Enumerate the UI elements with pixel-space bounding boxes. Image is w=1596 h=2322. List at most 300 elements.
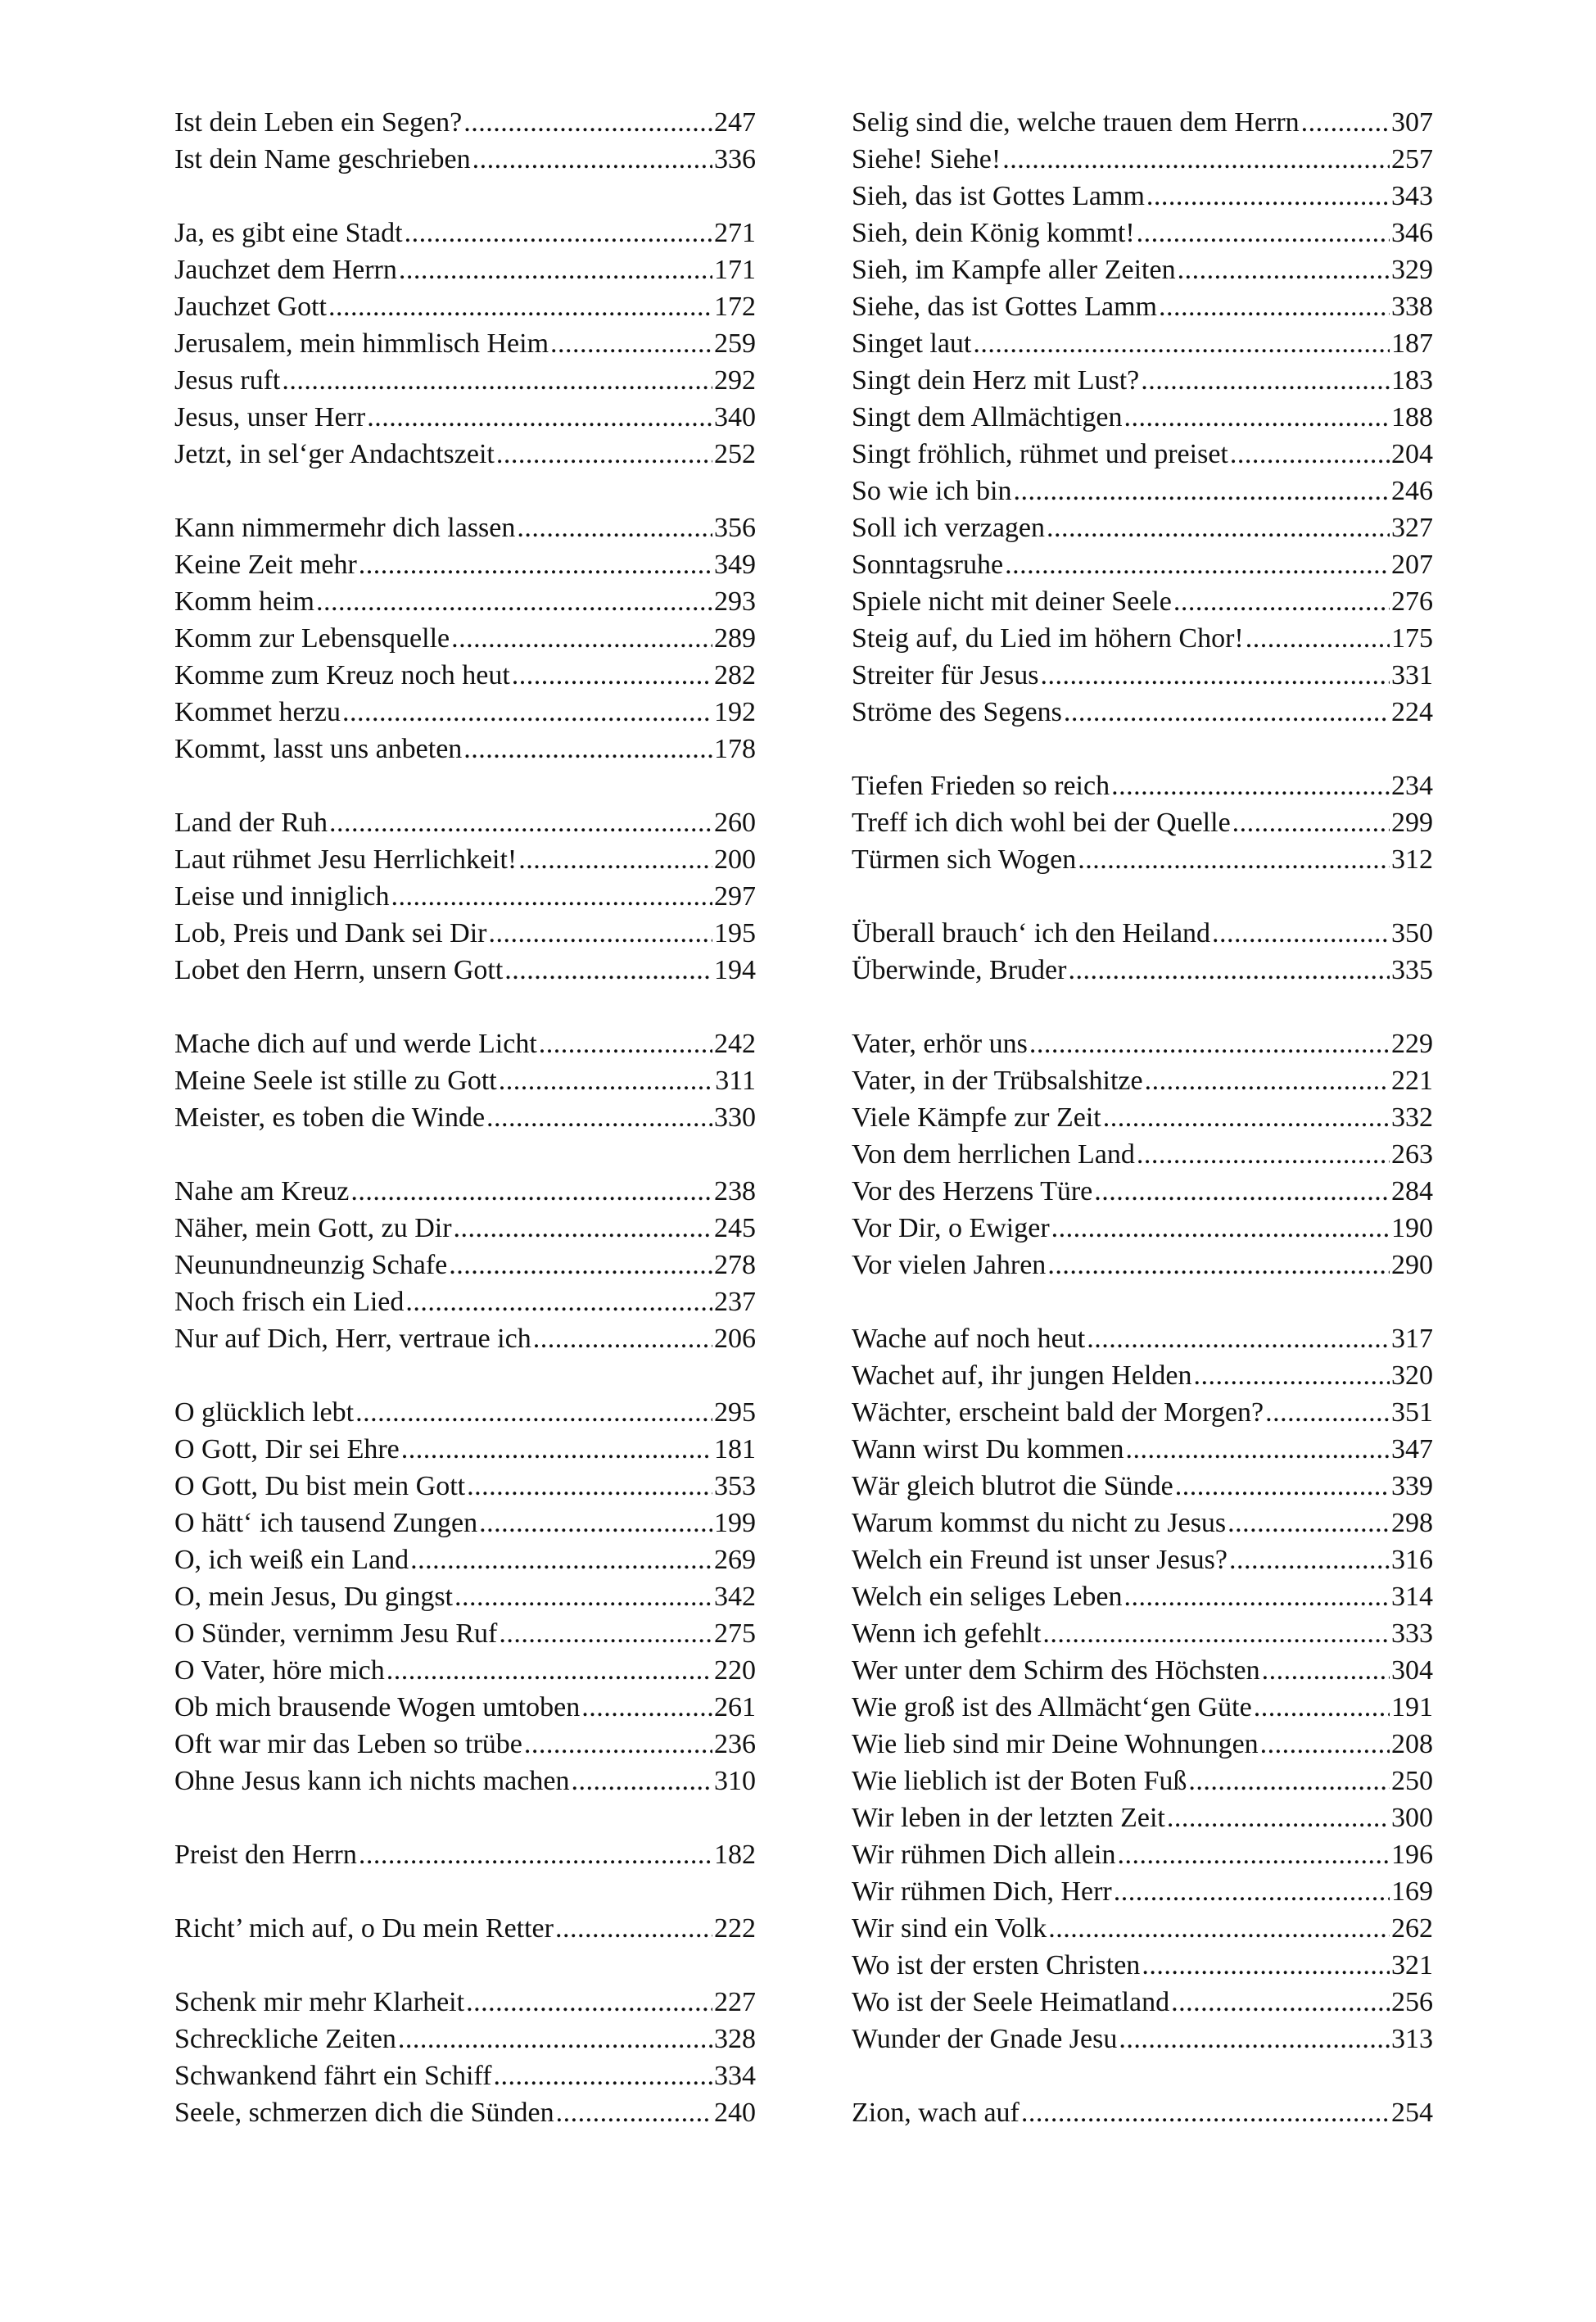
dot-leader: [359, 546, 712, 583]
song-title: Wir sind ein Volk: [852, 1913, 1047, 1944]
index-entry: [852, 1394, 1433, 1431]
index-entry: [174, 1062, 756, 1099]
page-number: 304: [1391, 1655, 1433, 1686]
letter-group: [174, 1394, 756, 1799]
page-number: 246: [1391, 476, 1433, 506]
page-number: 298: [1391, 1508, 1433, 1538]
page-number: 206: [714, 1324, 756, 1354]
dot-leader: [1146, 178, 1390, 215]
dot-leader: [405, 215, 712, 251]
index-entry: [174, 1615, 756, 1652]
song-title: Jesus ruft: [174, 365, 281, 396]
song-title: Ja, es gibt eine Stadt: [174, 218, 403, 248]
dot-leader: [399, 251, 712, 288]
dot-leader: [1246, 620, 1390, 657]
page-number: 234: [1391, 771, 1433, 801]
song-title: Mache dich auf und werde Licht: [174, 1029, 537, 1059]
page-number: 169: [1391, 1876, 1433, 1907]
index-entry: [852, 399, 1433, 436]
song-title: Jerusalem, mein himmlisch Heim: [174, 328, 549, 359]
page-number: 247: [714, 107, 756, 138]
index-entry: [852, 583, 1433, 620]
page-number: 245: [714, 1213, 756, 1243]
index-entry: [174, 399, 756, 436]
dot-leader: [466, 1984, 712, 2021]
page-number: 204: [1391, 439, 1433, 469]
dot-leader: [1137, 215, 1390, 251]
dot-leader: [1212, 915, 1390, 952]
page-number: 260: [714, 808, 756, 838]
index-entry: [174, 2021, 756, 2057]
page-number: 333: [1391, 1618, 1433, 1649]
index-entry: [174, 1283, 756, 1320]
index-entry: [852, 436, 1433, 473]
dot-leader: [451, 620, 712, 657]
song-title: Sonntagsruhe: [852, 550, 1004, 580]
index-entry: [174, 1652, 756, 1689]
song-title: Wie groß ist des Allmächt‘gen Güte: [852, 1692, 1252, 1722]
index-entry: [174, 1468, 756, 1505]
page-number: 340: [714, 402, 756, 432]
index-entry: [174, 841, 756, 878]
song-title: O, mein Jesus, Du gingst: [174, 1582, 453, 1612]
index-entry: [852, 620, 1433, 657]
page-number: 284: [1391, 1176, 1433, 1206]
index-entry: [852, 657, 1433, 694]
song-title: Treff ich dich wohl bei der Quelle: [852, 808, 1231, 838]
letter-group: [174, 1910, 756, 1947]
dot-leader: [493, 2057, 712, 2094]
dot-leader: [316, 583, 712, 620]
song-title: Viele Kämpfe zur Zeit: [852, 1102, 1101, 1133]
page-number: 183: [1391, 365, 1433, 396]
page-number: 192: [714, 697, 756, 727]
dot-leader: [1145, 1062, 1390, 1099]
page-number: 256: [1391, 1987, 1433, 2017]
dot-leader: [1229, 1541, 1390, 1578]
index-entry: [174, 288, 756, 325]
index-entry: [174, 1726, 756, 1763]
dot-leader: [1262, 1652, 1390, 1689]
index-entry: [852, 2021, 1433, 2057]
dot-leader: [359, 1836, 712, 1873]
index-entry: [852, 215, 1433, 251]
song-title: Nur auf Dich, Herr, vertraue ich: [174, 1324, 531, 1354]
song-title: Streiter für Jesus: [852, 660, 1039, 690]
song-title: Nahe am Kreuz: [174, 1176, 350, 1206]
song-title: So wie ich bin: [852, 476, 1012, 506]
song-title: Oft war mir das Leben so trübe: [174, 1729, 522, 1759]
song-title: Näher, mein Gott, zu Dir: [174, 1213, 452, 1243]
dot-leader: [1232, 804, 1390, 841]
page-number: 276: [1391, 586, 1433, 617]
dot-leader: [398, 2021, 712, 2057]
page-number: 224: [1391, 697, 1433, 727]
letter-group: [174, 1984, 756, 2131]
page-number: 250: [1391, 1766, 1433, 1796]
index-entry: [174, 1984, 756, 2021]
index-entry: [852, 841, 1433, 878]
dot-leader: [973, 325, 1390, 362]
dot-leader: [1064, 694, 1390, 731]
index-entry: [852, 1099, 1433, 1136]
song-title: Vater, in der Trübsalshitze: [852, 1066, 1143, 1096]
song-title: Ob mich brausende Wogen umtoben: [174, 1692, 581, 1722]
page-number: 262: [1391, 1913, 1433, 1944]
dot-leader: [1126, 1431, 1390, 1468]
dot-leader: [1173, 583, 1390, 620]
song-title: Jauchzet dem Herrn: [174, 255, 397, 285]
page-number: 332: [1391, 1102, 1433, 1133]
dot-leader: [1171, 1984, 1390, 2021]
song-title: Soll ich verzagen: [852, 513, 1046, 543]
song-title: Wo ist der ersten Christen: [852, 1950, 1141, 1980]
index-entry: [852, 1763, 1433, 1799]
dot-leader: [449, 1247, 712, 1283]
song-title: O Gott, Du bist mein Gott: [174, 1471, 466, 1501]
letter-group: [852, 2094, 1433, 2131]
song-title: Wächter, erscheint bald der Morgen?: [852, 1397, 1264, 1428]
letter-group: [852, 915, 1433, 989]
dot-leader: [1103, 1099, 1390, 1136]
song-title: Singet laut: [852, 328, 972, 359]
song-title: Lob, Preis und Dank sei Dir: [174, 918, 487, 948]
dot-leader: [1087, 1320, 1390, 1357]
page-number: 263: [1391, 1139, 1433, 1170]
song-title: Wo ist der Seele Heimatland: [852, 1987, 1170, 2017]
letter-group: [852, 767, 1433, 878]
page-number: 208: [1391, 1729, 1433, 1759]
index-entry: [852, 178, 1433, 215]
page-number: 299: [1391, 808, 1433, 838]
index-entry: [852, 509, 1433, 546]
page-number: 312: [1391, 844, 1433, 875]
page-number: 181: [714, 1434, 756, 1464]
song-title: Wir leben in der letzten Zeit: [852, 1803, 1165, 1833]
song-title: Laut rühmet Jesu Herrlichkeit!: [174, 844, 518, 875]
song-title: Ist dein Name geschrieben: [174, 144, 471, 174]
dot-leader: [1021, 2094, 1390, 2131]
index-entry: [174, 1836, 756, 1873]
index-entry: [852, 141, 1433, 178]
page-number: 292: [714, 365, 756, 396]
song-title: Siehe! Siehe!: [852, 144, 1001, 174]
page-number: 336: [714, 144, 756, 174]
page-number: 222: [714, 1913, 756, 1944]
dot-leader: [1078, 841, 1390, 878]
dot-leader: [581, 1689, 712, 1726]
dot-leader: [1005, 546, 1390, 583]
dot-leader: [1124, 1578, 1390, 1615]
page-number: 339: [1391, 1471, 1433, 1501]
song-title: Wann wirst Du kommen: [852, 1434, 1124, 1464]
song-title: Überwinde, Bruder: [852, 955, 1067, 985]
song-title: Tiefen Frieden so reich: [852, 771, 1110, 801]
dot-leader: [1029, 1025, 1390, 1062]
song-title: Welch ein seliges Leben: [852, 1582, 1123, 1612]
index-entry: [174, 878, 756, 915]
page-number: 351: [1391, 1397, 1433, 1428]
dot-leader: [517, 509, 712, 546]
page-number: 328: [714, 2024, 756, 2054]
song-title: Kann nimmermehr dich lassen: [174, 513, 516, 543]
index-entry: [174, 325, 756, 362]
page-number: 199: [714, 1508, 756, 1538]
page-number: 320: [1391, 1360, 1433, 1391]
page-number: 271: [714, 218, 756, 248]
song-title: Siehe, das ist Gottes Lamm: [852, 292, 1158, 322]
dot-leader: [391, 878, 712, 915]
page-number: 227: [714, 1987, 756, 2017]
index-entry: [852, 2094, 1433, 2131]
dot-leader: [486, 1099, 712, 1136]
index-entry: [852, 952, 1433, 989]
index-entry: [852, 1173, 1433, 1210]
song-title: Jesus, unser Herr: [174, 402, 366, 432]
page-number: 289: [714, 623, 756, 654]
page-number: 334: [714, 2061, 756, 2091]
index-entry: [174, 731, 756, 767]
index-entry: [852, 1799, 1433, 1836]
song-title: Wer unter dem Schirm des Höchsten: [852, 1655, 1260, 1686]
index-entry: [174, 215, 756, 251]
page-number: 346: [1391, 218, 1433, 248]
index-entry: [852, 1984, 1433, 2021]
page-number: 347: [1391, 1434, 1433, 1464]
index-entry: [852, 1615, 1433, 1652]
dot-leader: [550, 325, 712, 362]
dot-leader: [405, 1283, 712, 1320]
song-title: Ist dein Leben ein Segen?: [174, 107, 463, 138]
song-title: Land der Ruh: [174, 808, 328, 838]
index-entry: [852, 1910, 1433, 1947]
dot-leader: [1167, 1799, 1390, 1836]
page-number: 187: [1391, 328, 1433, 359]
index-entry: [852, 1689, 1433, 1726]
page-number: 293: [714, 586, 756, 617]
song-title: Lobet den Herrn, unsern Gott: [174, 955, 504, 985]
index-entry: [852, 546, 1433, 583]
index-entry: [174, 509, 756, 546]
page-number: 311: [715, 1066, 756, 1096]
dot-leader: [512, 657, 712, 694]
dot-leader: [350, 1173, 712, 1210]
index-entry: [174, 1099, 756, 1136]
dot-leader: [401, 1431, 712, 1468]
page-number: 171: [714, 255, 756, 285]
page-number: 300: [1391, 1803, 1433, 1833]
song-title: Jauchzet Gott: [174, 292, 327, 322]
dot-leader: [1141, 362, 1390, 399]
page-number: 353: [714, 1471, 756, 1501]
page-number: 278: [714, 1250, 756, 1280]
page-number: 191: [1391, 1692, 1433, 1722]
index-entry: [852, 1505, 1433, 1541]
dot-leader: [1142, 1947, 1390, 1984]
page-number: 297: [714, 881, 756, 912]
song-title: Wie lieb sind mir Deine Wohnungen: [852, 1729, 1259, 1759]
index-entry: [852, 1873, 1433, 1910]
index-entry: [852, 694, 1433, 731]
song-title: Sieh, dein König kommt!: [852, 218, 1135, 248]
index-entry: [174, 2094, 756, 2131]
song-title: Von dem herrlichen Land: [852, 1139, 1135, 1170]
dot-leader: [282, 362, 712, 399]
song-title: Wie lieblich ist der Boten Fuß: [852, 1766, 1187, 1796]
index-entry: [174, 1173, 756, 1210]
index-entry: [174, 1394, 756, 1431]
page-number: 290: [1391, 1250, 1433, 1280]
letter-group: [174, 1836, 756, 1873]
index-entry: [852, 1947, 1433, 1984]
index-entry: [174, 620, 756, 657]
song-title: O Sünder, vernimm Jesu Ruf: [174, 1618, 498, 1649]
dot-leader: [463, 104, 712, 141]
index-entry: [174, 952, 756, 989]
index-entry: [852, 1247, 1433, 1283]
page-number: 343: [1391, 181, 1433, 211]
song-title: Singt dein Herz mit Lust?: [852, 365, 1140, 396]
index-entry: [852, 1578, 1433, 1615]
index-entry: [174, 436, 756, 473]
page-number: 350: [1391, 918, 1433, 948]
letter-group: [174, 804, 756, 989]
dot-leader: [518, 841, 712, 878]
page-number: 317: [1391, 1324, 1433, 1354]
song-title: O Gott, Dir sei Ehre: [174, 1434, 400, 1464]
dot-leader: [342, 694, 712, 731]
page-number: 257: [1391, 144, 1433, 174]
song-title: Keine Zeit mehr: [174, 550, 357, 580]
index-entry: [852, 1062, 1433, 1099]
page-number: 330: [714, 1102, 756, 1133]
dot-leader: [489, 915, 712, 952]
page-number: 200: [714, 844, 756, 875]
dot-leader: [1013, 473, 1390, 509]
index-entry: [852, 473, 1433, 509]
index-entry: [174, 141, 756, 178]
song-title: Seele, schmerzen dich die Sünden: [174, 2098, 554, 2128]
dot-leader: [1301, 104, 1390, 141]
song-title: Wenn ich gefehlt: [852, 1618, 1042, 1649]
page-number: 188: [1391, 402, 1433, 432]
page-number: 269: [714, 1545, 756, 1575]
page-number: 238: [714, 1176, 756, 1206]
page-number: 329: [1391, 255, 1433, 285]
index-entry: [174, 915, 756, 952]
song-title: Spiele nicht mit deiner Seele: [852, 586, 1172, 617]
song-title: Kommet herzu: [174, 697, 341, 727]
dot-leader: [1041, 657, 1390, 694]
index-entry: [174, 104, 756, 141]
page-number: 229: [1391, 1029, 1433, 1059]
page-number: 342: [714, 1582, 756, 1612]
dot-leader: [555, 1910, 712, 1947]
dot-leader: [499, 1062, 713, 1099]
index-entry: [174, 1763, 756, 1799]
dot-leader: [328, 288, 712, 325]
page-number: 194: [714, 955, 756, 985]
page-number: 252: [714, 439, 756, 469]
page-number: 207: [1391, 550, 1433, 580]
page-number: 275: [714, 1618, 756, 1649]
page-number: 327: [1391, 513, 1433, 543]
song-title: Singt fröhlich, rühmet und preiset: [852, 439, 1228, 469]
index-entry: [852, 288, 1433, 325]
page-number: 356: [714, 513, 756, 543]
song-title: Wache auf noch heut: [852, 1324, 1086, 1354]
dot-leader: [524, 1726, 712, 1763]
page-number: 195: [714, 918, 756, 948]
index-column-right: [852, 104, 1433, 2168]
dot-leader: [1159, 288, 1390, 325]
page-number: 182: [714, 1840, 756, 1870]
index-entry: [852, 1210, 1433, 1247]
song-title: Zion, wach auf: [852, 2098, 1020, 2128]
dot-leader: [504, 952, 712, 989]
page-number: 307: [1391, 107, 1433, 138]
letter-group: [174, 104, 756, 178]
song-title: Wir rühmen Dich allein: [852, 1840, 1116, 1870]
song-title: Meine Seele ist stille zu Gott: [174, 1066, 497, 1096]
index-entry: [174, 694, 756, 731]
page-number: 349: [714, 550, 756, 580]
song-title: Sieh, das ist Gottes Lamm: [852, 181, 1145, 211]
dot-leader: [463, 731, 712, 767]
index-entry: [174, 546, 756, 583]
index-entry: [852, 325, 1433, 362]
index-entry: [174, 1505, 756, 1541]
page-number: 221: [1391, 1066, 1433, 1096]
song-title: O glücklich lebt: [174, 1397, 355, 1428]
page-number: 313: [1391, 2024, 1433, 2054]
dot-leader: [1114, 1873, 1390, 1910]
letter-group: [174, 509, 756, 767]
song-title: Leise und inniglich: [174, 881, 390, 912]
dot-leader: [454, 1578, 712, 1615]
song-title: Warum kommst du nicht zu Jesus: [852, 1508, 1227, 1538]
dot-leader: [472, 141, 712, 178]
dot-leader: [467, 1468, 712, 1505]
song-title: Welch ein Freund ist unser Jesus?: [852, 1545, 1228, 1575]
song-title: Schenk mir mehr Klarheit: [174, 1987, 465, 2017]
song-title: Vor vielen Jahren: [852, 1250, 1047, 1280]
dot-leader: [1002, 141, 1390, 178]
page-number: 338: [1391, 292, 1433, 322]
song-title: Wär gleich blutrot die Sünde: [852, 1471, 1173, 1501]
song-title: Schreckliche Zeiten: [174, 2024, 396, 2054]
index-entry: [174, 657, 756, 694]
page-number: 314: [1391, 1582, 1433, 1612]
page-number: 220: [714, 1655, 756, 1686]
dot-leader: [496, 436, 712, 473]
index-entry: [852, 1836, 1433, 1873]
dot-leader: [1137, 1136, 1390, 1173]
dot-leader: [539, 1025, 712, 1062]
song-title: Noch frisch ein Lied: [174, 1287, 405, 1317]
index-entry: [852, 915, 1433, 952]
dot-leader: [556, 2094, 712, 2131]
dot-leader: [1047, 1247, 1390, 1283]
dot-leader: [479, 1505, 712, 1541]
page-number: 316: [1391, 1545, 1433, 1575]
index-entry: [174, 2057, 756, 2094]
index-entry: [174, 1210, 756, 1247]
dot-leader: [572, 1763, 713, 1799]
index-entry: [174, 1320, 756, 1357]
song-title: Komme zum Kreuz noch heut: [174, 660, 510, 690]
index-entry: [174, 362, 756, 399]
